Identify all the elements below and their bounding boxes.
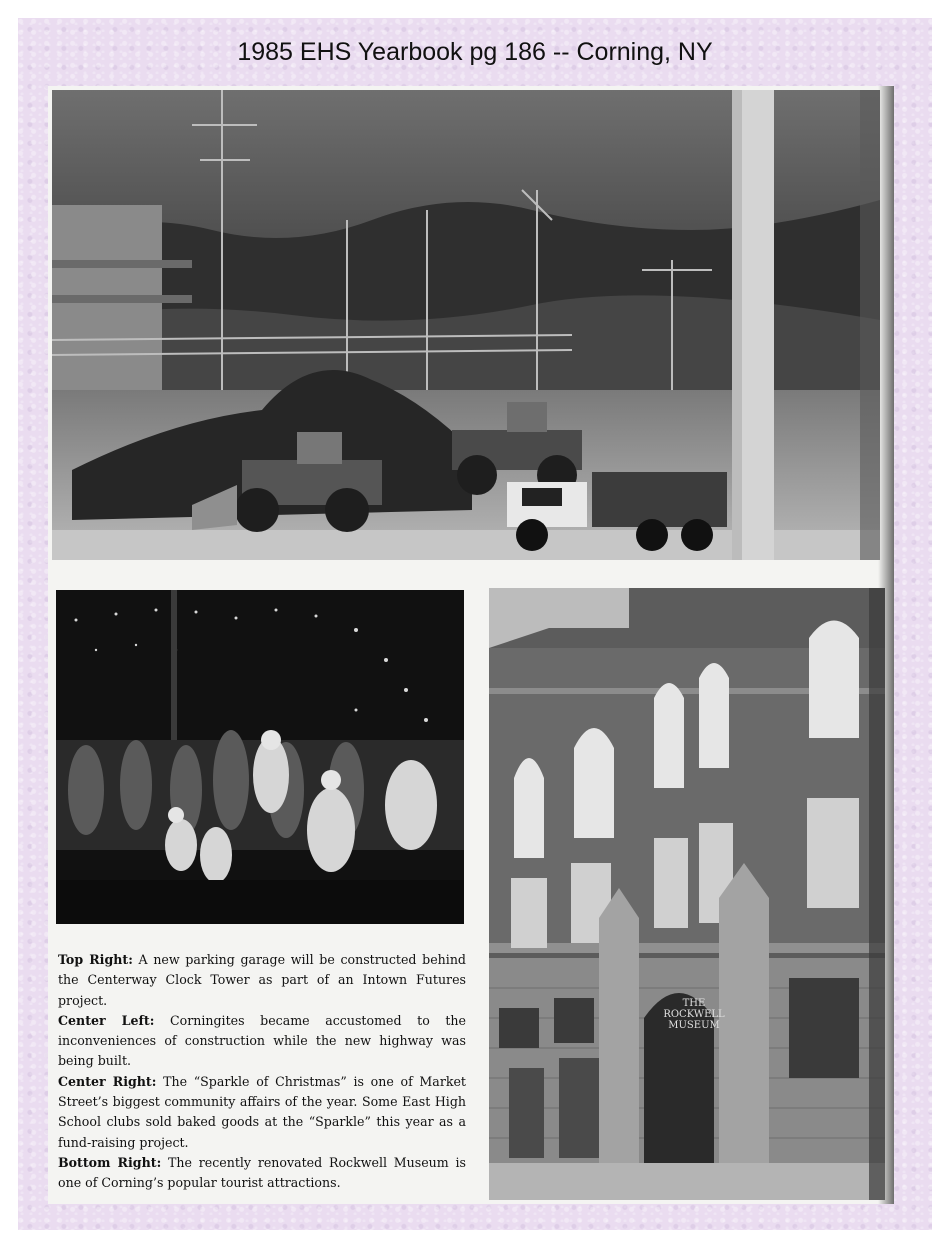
caption-paragraph [58,1153,466,1194]
construction-photo [52,90,880,560]
caption-paragraph [58,1072,466,1153]
museum-sign-line: THE [682,998,706,1009]
caption-label: Top Right: [58,952,133,967]
museum-sign [661,998,727,1031]
caption-text: Corningites became accustomed to the inconveniences of construction while the new highway was being built. [58,1012,466,1069]
sparkle-crowd-photo [56,590,464,924]
caption-text: The “Sparkle of Christmas” is one of Market Street’s biggest community affairs of the year. Some East High School clubs sold baked goods at the “Sparkle” this year as a fund-raising project. [58,1073,466,1150]
caption-text: A new parking garage will be constructed behind the Centerway Clock Tower as part of an Intown Futures project. [58,952,466,1008]
page-title: 1985 EHS Yearbook pg 186 -- Corning, NY [237,38,713,66]
caption-text: The recently renovated Rockwell Museum is one of Corning’s popular tourist attractions. [58,1154,467,1191]
museum-sign-line: MUSEUM [668,1020,720,1031]
caption-paragraph [58,1011,466,1072]
caption-label: Bottom Right: [58,1154,162,1170]
caption-label: Center Left: [58,1012,155,1028]
caption-paragraph [58,950,466,1011]
museum-sign-line: ROCKWELL [663,1009,725,1020]
rockwell-museum-photo [489,588,885,1200]
caption-block [58,950,466,1194]
caption-label: Center Right: [58,1073,157,1089]
